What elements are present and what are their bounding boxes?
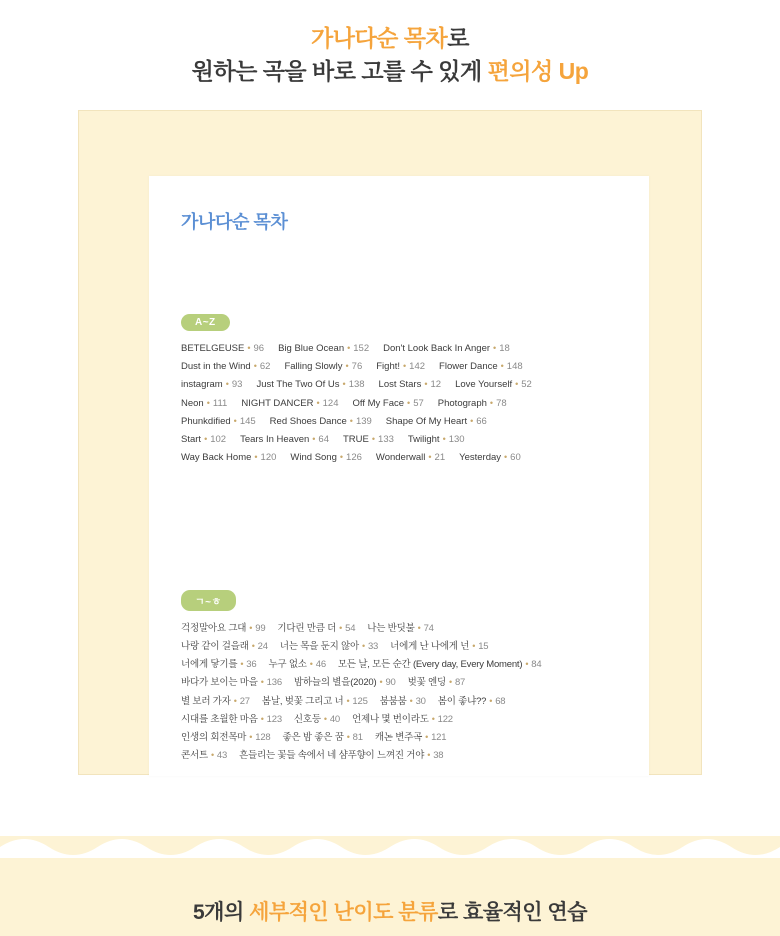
toc-row xyxy=(181,711,623,729)
toc-entry-title: 누구 없소 xyxy=(268,659,307,671)
toc-entry-page: 121 xyxy=(431,732,447,744)
toc-entry-separator-icon: • xyxy=(470,415,474,426)
toc-entry-separator-icon: • xyxy=(361,640,365,651)
toc-entry-title: 좋은 밤 좋은 꿈 xyxy=(282,732,344,744)
toc-entry-page: 15 xyxy=(478,640,489,652)
toc-entry-title: Wind Song xyxy=(290,452,337,464)
toc-entry-separator-icon: • xyxy=(249,732,253,743)
toc-entry[interactable] xyxy=(455,376,532,394)
toc-entry-title: TRUE xyxy=(343,434,369,446)
toc-entry-title: Dust in the Wind xyxy=(181,361,251,373)
top-heading xyxy=(0,0,780,89)
top-heading-line-2 xyxy=(0,55,780,88)
toc-entry-page: 87 xyxy=(454,677,466,689)
bottom-heading-line xyxy=(0,896,780,926)
toc-entry-title: 너는 목을 둔지 않아 xyxy=(279,640,359,652)
toc-entry-title: 너에게 난 나에게 넌 xyxy=(390,640,470,652)
toc-entry-title: 신호등 xyxy=(293,713,321,725)
toc-entry-page: 24 xyxy=(257,640,268,652)
toc-entry-page: 102 xyxy=(210,434,227,446)
top-heading-accent-2: 편의성 Up xyxy=(487,58,589,85)
bottom-heading xyxy=(0,896,780,926)
toc-entry[interactable] xyxy=(181,376,242,394)
toc-entry[interactable] xyxy=(439,358,523,376)
toc-entry[interactable] xyxy=(277,620,355,638)
toc-entry-separator-icon: • xyxy=(249,622,253,633)
toc-entry-title: Just The Two Of Us xyxy=(256,379,340,391)
toc-entry-title: Tears In Heaven xyxy=(240,434,310,446)
toc-entry-title: Shape Of My Heart xyxy=(385,415,468,427)
toc-entry-page: 30 xyxy=(415,695,426,707)
toc-entry-title: 밤하늘의 별을(2020) xyxy=(293,677,377,689)
toc-row xyxy=(181,376,623,394)
toc-entry[interactable] xyxy=(239,747,443,765)
toc-entry-title: Way Back Home xyxy=(181,452,252,464)
toc-entry-title: 봄날, 벚꽃 그리고 너 xyxy=(261,695,344,707)
toc-entry-separator-icon: • xyxy=(247,343,251,353)
bottom-heading-plain-a: 5개의 xyxy=(192,901,250,924)
toc-entry-separator-icon: • xyxy=(515,379,519,390)
toc-entry-separator-icon: • xyxy=(379,677,383,688)
section-pill-ko: ㄱ~ㅎ xyxy=(181,590,236,611)
toc-row xyxy=(181,431,623,449)
toc-entry[interactable] xyxy=(386,413,487,431)
toc-entry-separator-icon: • xyxy=(448,677,452,688)
toc-entry-title: 캐논 변주곡 xyxy=(374,732,423,744)
toc-row xyxy=(181,729,623,747)
toc-entry-page: 90 xyxy=(385,677,396,689)
toc-entry-page: 136 xyxy=(266,677,282,689)
toc-entry[interactable] xyxy=(262,693,368,711)
toc-entry-separator-icon: • xyxy=(417,622,421,633)
toc-entry-title: 붐붐붐 xyxy=(379,695,407,707)
toc-entry-separator-icon: • xyxy=(323,713,327,724)
toc-entry[interactable] xyxy=(283,729,363,747)
toc-row xyxy=(181,674,623,692)
toc-row xyxy=(181,747,623,765)
toc-entry-page: 133 xyxy=(378,434,394,446)
toc-entry-page: 139 xyxy=(355,415,372,427)
toc-entry-title: Off My Face xyxy=(352,397,405,409)
toc-entry-page: 21 xyxy=(434,452,446,464)
toc-entry[interactable] xyxy=(438,395,507,413)
toc-row xyxy=(181,638,623,656)
wave-shape xyxy=(0,836,780,858)
toc-entry[interactable] xyxy=(181,620,265,638)
toc-entry[interactable] xyxy=(181,358,270,376)
toc-entry-separator-icon: • xyxy=(504,452,508,463)
toc-entry[interactable] xyxy=(241,395,338,413)
toc-entry-title: 바다가 보이는 마을 xyxy=(181,677,258,689)
sheet-title: 가나다순 목차 xyxy=(181,212,288,232)
toc-entry-title: Big Blue Ocean xyxy=(278,343,345,354)
top-heading-plain-1b: 로 xyxy=(447,25,469,51)
toc-section-az xyxy=(181,312,623,331)
toc-entry-page: 68 xyxy=(495,695,506,707)
toc-entry-page: 27 xyxy=(239,695,250,707)
toc-entry-separator-icon: • xyxy=(431,713,435,724)
toc-sheet xyxy=(149,176,649,776)
toc-entry[interactable] xyxy=(181,638,268,656)
toc-entry-separator-icon: • xyxy=(409,695,413,706)
top-heading-plain-2a: 원하는 곡을 바로 고를 수 있게 xyxy=(191,58,488,85)
toc-entry[interactable] xyxy=(376,358,425,376)
toc-entry-title: Fight! xyxy=(376,361,401,373)
toc-entry[interactable] xyxy=(338,656,542,674)
toc-entry[interactable] xyxy=(438,693,506,711)
toc-entry-title: 흔들리는 꽃들 속에서 네 샴푸향이 느껴진 거야 xyxy=(239,750,425,762)
toc-entry[interactable] xyxy=(343,431,394,449)
toc-entry-page: 40 xyxy=(329,713,340,725)
toc-entry[interactable] xyxy=(181,674,282,692)
toc-entry[interactable] xyxy=(181,413,256,431)
toc-entry-separator-icon: • xyxy=(342,379,346,390)
toc-entry-separator-icon: • xyxy=(442,434,446,445)
toc-entry-title: 시대를 초월한 마음 xyxy=(181,713,258,725)
toc-entry-title: Red Shoes Dance xyxy=(269,415,347,427)
toc-entry[interactable] xyxy=(256,376,364,394)
toc-entry-page: 54 xyxy=(345,622,356,634)
toc-entry[interactable] xyxy=(268,656,325,674)
toc-entry-separator-icon: • xyxy=(427,750,431,761)
toc-entry[interactable] xyxy=(181,340,264,358)
toc-entry-page: 124 xyxy=(322,397,339,409)
toc-entry-page: 76 xyxy=(351,361,363,373)
toc-section-ko xyxy=(181,590,623,611)
toc-entry-separator-icon: • xyxy=(339,622,343,633)
toc-entry-page: 33 xyxy=(367,640,379,652)
toc-entry-separator-icon: • xyxy=(233,695,237,706)
toc-entry-page: 74 xyxy=(423,622,434,634)
toc-entry[interactable] xyxy=(181,395,227,413)
toc-entry-title: 벚꽃 엔딩 xyxy=(407,677,446,689)
toc-entry-separator-icon: • xyxy=(225,379,229,390)
toc-entry-separator-icon: • xyxy=(260,677,264,688)
toc-entry-separator-icon: • xyxy=(253,361,257,372)
toc-entry-page: 52 xyxy=(521,379,532,391)
toc-entry-page: 18 xyxy=(499,343,510,354)
toc-entry-separator-icon: • xyxy=(240,659,244,670)
toc-entry-title: 언제나 몇 번이라도 xyxy=(351,713,429,725)
toc-entry-separator-icon: • xyxy=(347,343,351,353)
toc-entry-page: 38 xyxy=(433,750,444,762)
toc-entry-separator-icon: • xyxy=(525,659,529,670)
toc-entry-separator-icon: • xyxy=(233,415,237,426)
toc-entry-page: 125 xyxy=(352,695,368,707)
toc-entry[interactable] xyxy=(280,638,378,656)
toc-entry-title: Neon xyxy=(181,397,204,409)
toc-entry-page: 46 xyxy=(315,659,326,671)
toc-entry[interactable] xyxy=(294,674,396,692)
toc-entry-page: 81 xyxy=(352,732,363,744)
toc-entry[interactable] xyxy=(294,711,340,729)
toc-entry[interactable] xyxy=(181,449,276,467)
top-heading-accent-1: 가나다순 목차 xyxy=(311,25,448,51)
toc-entry-title: 별 보러 가자 xyxy=(181,695,231,707)
toc-rows-az xyxy=(181,340,623,468)
toc-entry-title: 걱정말아요 그대 xyxy=(181,622,247,634)
toc-entry-page: 142 xyxy=(409,361,426,373)
toc-entry-separator-icon: • xyxy=(371,434,376,445)
toc-entry-separator-icon: • xyxy=(489,695,493,706)
toc-row xyxy=(181,340,623,358)
toc-entry-separator-icon: • xyxy=(316,397,320,408)
toc-entry[interactable] xyxy=(376,449,445,467)
toc-row xyxy=(181,413,623,431)
toc-entry-page: 111 xyxy=(212,397,228,409)
toc-entry[interactable] xyxy=(379,376,442,394)
toc-row xyxy=(181,656,623,674)
toc-entry-separator-icon: • xyxy=(206,397,210,408)
toc-entry[interactable] xyxy=(181,431,226,449)
toc-entry-page: 93 xyxy=(231,379,243,391)
toc-entry-title: 나랑 같이 걸을래 xyxy=(181,640,249,652)
toc-entry-title: NIGHT DANCER xyxy=(241,397,314,409)
toc-entry-title: 봄이 좋냐?? xyxy=(437,695,487,707)
toc-entry-separator-icon: • xyxy=(204,434,208,445)
toc-entry-title: Falling Slowly xyxy=(284,361,343,373)
toc-entry[interactable] xyxy=(367,620,433,638)
toc-entry-page: 57 xyxy=(413,397,424,409)
toc-entry-separator-icon: • xyxy=(493,343,497,353)
toc-entry-page: 126 xyxy=(346,452,362,464)
toc-entry-page: 130 xyxy=(448,434,465,446)
toc-entry[interactable] xyxy=(181,711,282,729)
toc-entry-page: 60 xyxy=(510,452,521,464)
toc-entry-title: Don't Look Back In Anger xyxy=(383,343,491,354)
toc-entry-title: BETELGEUSE xyxy=(181,343,245,354)
toc-entry-page: 123 xyxy=(266,713,282,725)
toc-entry-title: 모든 날, 모든 순간 (Every day, Every Moment) xyxy=(337,659,523,671)
toc-entry-title: 기다린 만큼 더 xyxy=(277,622,337,634)
toc-entry-title: 콘서트 xyxy=(181,750,208,762)
toc-entry-separator-icon: • xyxy=(489,397,494,408)
bottom-heading-plain-b: 로 효율적인 연습 xyxy=(437,901,587,924)
toc-entry-separator-icon: • xyxy=(260,713,264,724)
toc-entry-title: Yesterday xyxy=(459,452,502,464)
toc-entry-separator-icon: • xyxy=(210,750,214,761)
toc-entry-title: 인생의 회전목마 xyxy=(181,732,247,744)
toc-entry-page: 62 xyxy=(259,361,271,373)
toc-entry-separator-icon: • xyxy=(339,452,344,463)
toc-entry-page: 148 xyxy=(506,361,523,373)
toc-entry-separator-icon: • xyxy=(407,397,411,408)
toc-entry-separator-icon: • xyxy=(500,361,504,372)
toc-row xyxy=(181,693,623,711)
toc-entry-title: Lost Stars xyxy=(378,379,422,391)
toc-entry-title: Start xyxy=(181,434,202,446)
toc-entry-separator-icon: • xyxy=(349,415,353,426)
toc-entry[interactable] xyxy=(181,729,271,747)
top-heading-line-1 xyxy=(0,22,780,55)
toc-entry[interactable] xyxy=(352,711,453,729)
toc-entry-separator-icon: • xyxy=(428,452,432,463)
toc-entry-separator-icon: • xyxy=(254,452,258,463)
toc-entry-page: 145 xyxy=(239,415,256,427)
toc-entry-page: 78 xyxy=(496,397,507,409)
toc-entry[interactable] xyxy=(240,431,329,449)
toc-entry-page: 128 xyxy=(255,732,271,744)
toc-entry-title: Phunkdified xyxy=(181,415,231,427)
toc-entry-page: 12 xyxy=(430,379,442,391)
toc-entry-separator-icon: • xyxy=(346,732,350,743)
toc-entry[interactable] xyxy=(284,358,362,376)
toc-entry[interactable] xyxy=(408,431,465,449)
toc-entry-title: Flower Dance xyxy=(439,361,498,373)
toc-entry-separator-icon: • xyxy=(309,659,313,670)
toc-entry-separator-icon: • xyxy=(346,695,350,706)
toc-entry-title: instagram xyxy=(181,379,223,391)
section-pill-az: A~Z xyxy=(181,314,230,331)
toc-row xyxy=(181,620,623,638)
toc-entry[interactable] xyxy=(181,747,227,765)
toc-entry[interactable] xyxy=(181,693,250,711)
toc-entry[interactable] xyxy=(383,340,510,358)
bottom-heading-accent: 세부적인 난이도 분류 xyxy=(249,901,438,924)
toc-entry-page: 36 xyxy=(246,659,257,671)
toc-entry-page: 66 xyxy=(476,415,487,427)
toc-entry-title: Photograph xyxy=(437,397,487,409)
toc-entry[interactable] xyxy=(352,395,423,413)
toc-entry[interactable] xyxy=(290,449,362,467)
toc-entry-page: 120 xyxy=(260,452,277,464)
toc-entry[interactable] xyxy=(270,413,372,431)
toc-entry-separator-icon: • xyxy=(425,732,429,743)
content-card xyxy=(78,110,702,775)
toc-entry-title: 너에게 닿기를 xyxy=(181,659,238,671)
toc-entry[interactable] xyxy=(375,729,447,747)
toc-entry-page: 99 xyxy=(255,622,266,634)
toc-entry-page: 152 xyxy=(353,343,370,354)
toc-entry-title: Twilight xyxy=(407,434,440,446)
toc-entry[interactable] xyxy=(278,340,369,358)
toc-entry-page: 138 xyxy=(348,379,365,391)
toc-entry[interactable] xyxy=(408,674,465,692)
toc-entry-title: Wonderwall xyxy=(375,452,426,464)
toc-entry[interactable] xyxy=(181,656,256,674)
toc-entry-page: 122 xyxy=(437,713,453,725)
toc-row xyxy=(181,358,623,376)
toc-row xyxy=(181,395,623,413)
toc-entry-page: 43 xyxy=(216,750,228,762)
toc-entry-separator-icon: • xyxy=(345,361,349,372)
toc-entry[interactable] xyxy=(459,449,521,467)
toc-entry-separator-icon: • xyxy=(403,361,407,372)
toc-entry-page: 96 xyxy=(253,343,265,354)
toc-row xyxy=(181,449,623,467)
toc-entry-separator-icon: • xyxy=(251,640,255,651)
toc-entry-page: 84 xyxy=(531,659,542,671)
toc-entry-page: 64 xyxy=(318,434,329,446)
toc-entry-separator-icon: • xyxy=(424,379,428,390)
toc-entry[interactable] xyxy=(390,638,488,656)
toc-entry-title: Love Yourself xyxy=(455,379,513,391)
toc-entry-separator-icon: • xyxy=(472,640,476,651)
toc-rows-ko xyxy=(181,620,623,766)
toc-entry[interactable] xyxy=(380,693,426,711)
toc-entry-title: 나는 반딧불 xyxy=(367,622,415,634)
toc-entry-separator-icon: • xyxy=(312,434,316,445)
